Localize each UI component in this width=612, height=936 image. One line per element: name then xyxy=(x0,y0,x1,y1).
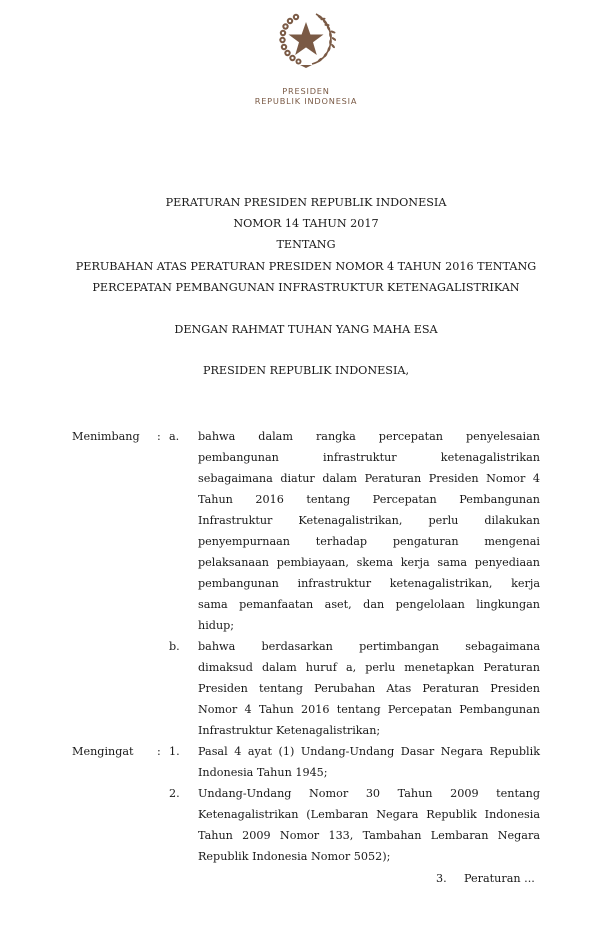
mengingat-item-2-marker: 2. xyxy=(169,787,180,800)
mengingat-label: Mengingat xyxy=(72,745,134,758)
menimbang-colon: : xyxy=(157,430,161,443)
text-line: Tahun 2016 tentang Percepatan Pembangunan xyxy=(198,493,540,506)
text-line: Indonesia Tahun 1945; xyxy=(198,766,328,779)
next-item-number: 3. xyxy=(436,872,447,885)
menimbang-item-a-marker: a. xyxy=(169,430,180,443)
regulation-number: NOMOR 14 TAHUN 2017 xyxy=(233,217,379,230)
regulation-subject-line2: PERCEPATAN PEMBANGUNAN INFRASTRUKTUR KETENAGALISTRIKAN xyxy=(92,281,520,294)
text-line: sebagaimana diatur dalam Peraturan Presiden Nomor 4 xyxy=(198,472,540,485)
menimbang-label: Menimbang xyxy=(72,430,140,443)
presidential-seal-icon xyxy=(276,8,336,70)
text-line: Infrastruktur Ketenagalistrikan, perlu dilakukan xyxy=(198,514,540,527)
text-line: bahwa berdasarkan pertimbangan sebagaimana xyxy=(198,640,540,653)
mengingat-colon: : xyxy=(157,745,161,758)
text-line: Ketenagalistrikan (Lembaran Negara Republik Indonesia xyxy=(198,808,540,821)
mengingat-item-1-marker: 1. xyxy=(169,745,180,758)
text-line: pembangunan infrastruktur ketenagalistrikan xyxy=(198,451,540,464)
text-line: hidup; xyxy=(198,619,235,632)
regulation-tentang: TENTANG xyxy=(276,238,336,251)
text-line: bahwa dalam rangka percepatan penyelesaian xyxy=(198,430,540,443)
text-line: pembangunan infrastruktur ketenagalistrikan, kerja xyxy=(198,577,540,590)
next-page-catchword xyxy=(436,872,535,886)
text-line: Presiden tentang Perubahan Atas Peraturan Presiden xyxy=(198,682,540,695)
emblem-caption-presiden: PRESIDEN xyxy=(282,86,330,96)
regulation-type: PERATURAN PRESIDEN REPUBLIK INDONESIA xyxy=(165,196,447,209)
text-line: dimaksud dalam huruf a, perlu menetapkan Peraturan xyxy=(198,661,540,674)
next-item-word: Peraturan ... xyxy=(464,872,535,885)
text-line: Infrastruktur Ketenagalistrikan; xyxy=(198,724,381,737)
regulation-subject-line1: PERUBAHAN ATAS PERATURAN PRESIDEN NOMOR 4 TAHUN 2016 TENTANG xyxy=(75,260,537,273)
text-line: sama pemanfaatan aset, dan pengelolaan lingkungan xyxy=(198,598,540,611)
text-line: Republik Indonesia Nomor 5052); xyxy=(198,850,391,863)
emblem-caption-republik: REPUBLIK INDONESIA xyxy=(254,96,358,106)
menimbang-item-a-text xyxy=(198,426,540,636)
blessing-line: DENGAN RAHMAT TUHAN YANG MAHA ESA xyxy=(174,323,438,336)
issuer-line: PRESIDEN REPUBLIK INDONESIA, xyxy=(202,364,410,377)
text-line: Nomor 4 Tahun 2016 tentang Percepatan Pembangunan xyxy=(198,703,540,716)
mengingat-item-2-text xyxy=(198,783,540,867)
menimbang-item-b-text xyxy=(198,636,540,741)
text-line: Undang-Undang Nomor 30 Tahun 2009 tentang xyxy=(198,787,540,800)
text-line: penyempurnaan terhadap pengaturan mengenai xyxy=(198,535,540,548)
menimbang-item-b-marker: b. xyxy=(169,640,180,653)
mengingat-item-1-text xyxy=(198,741,540,783)
text-line: Tahun 2009 Nomor 133, Tambahan Lembaran Negara xyxy=(198,829,540,842)
text-line: Pasal 4 ayat (1) Undang-Undang Dasar Negara Republik xyxy=(198,745,540,758)
text-line: pelaksanaan pembiayaan, skema kerja sama penyediaan xyxy=(198,556,540,569)
